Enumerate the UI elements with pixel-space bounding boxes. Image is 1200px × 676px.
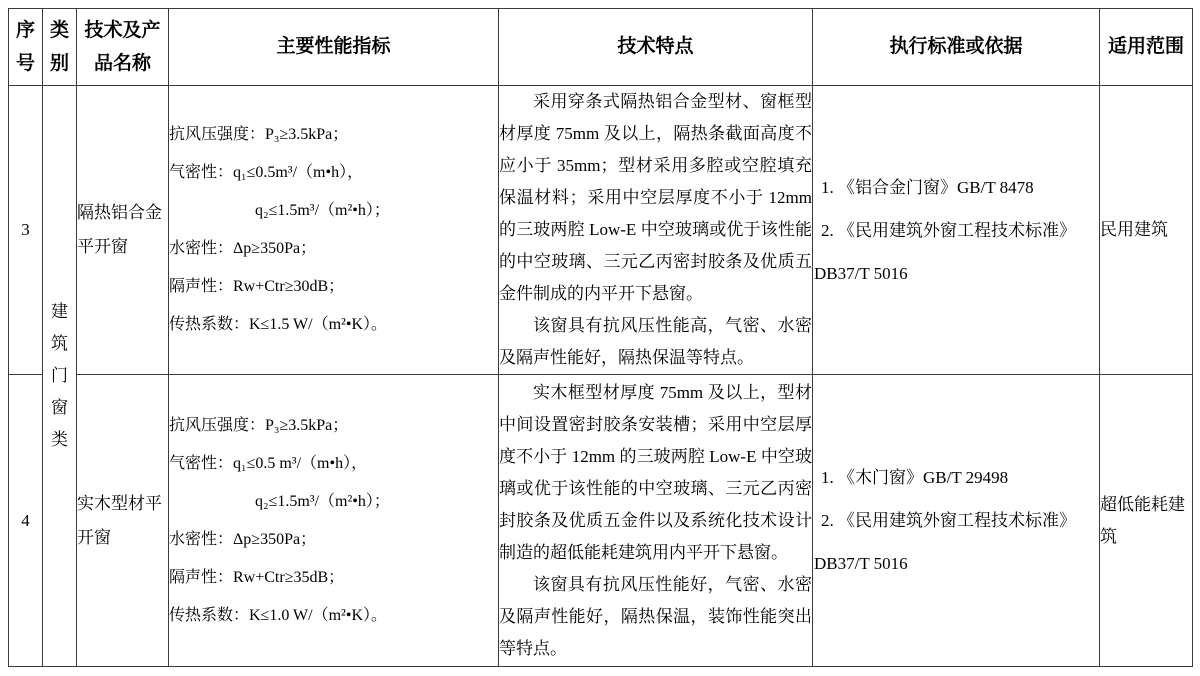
standard-line: 1. 《木门窗》GB/T 29498 xyxy=(821,468,1009,487)
indicator-line: 水密性：Δp≥350Pa； xyxy=(169,240,317,257)
indicator-line: 隔声性：Rw+Ctr≥30dB； xyxy=(169,278,345,295)
product-spec-table xyxy=(8,8,1193,667)
table-row xyxy=(9,375,1193,667)
row-no: 3 xyxy=(9,86,43,375)
scope-cell: 超低能耗建筑 xyxy=(1100,375,1193,667)
standard-line: DB37/T 5016 xyxy=(814,554,908,573)
standard-line: 2. 《民用建筑外窗工程技术标准》 xyxy=(821,220,1076,240)
product-name: 实木型材平开窗 xyxy=(77,375,169,667)
feature-paragraph: 该窗具有抗风压性能好，气密、水密及隔声性能好，隔热保温，装饰性能突出等特点。 xyxy=(499,574,812,658)
feature-paragraph: 采用穿条式隔热铝合金型材、窗框型材厚度 75mm 及以上，隔热条截面高度不应小于 35mm；型材采用多腔或空腔填充保温材料；采用中空层厚度不小于 12mm 的三玻两腔 Low-E 中空玻璃或优于该性能的中空玻璃、三元乙丙密封胶条及优质五金件制成的内平开下悬窗。 xyxy=(499,92,812,303)
indicator-line: 气密性：q₁≤0.5 m³/（m•h）， xyxy=(169,454,368,472)
standards-cell xyxy=(813,86,1100,375)
col-header-name: 技术及产品名称 xyxy=(77,9,169,86)
col-header-category: 类别 xyxy=(43,9,77,86)
table-row xyxy=(9,86,1193,375)
indicator-line: 传热系数：K≤1.0 W/（m²•K）。 xyxy=(169,606,387,624)
col-header-scope: 适用范围 xyxy=(1100,9,1193,86)
col-header-seq: 序号 xyxy=(9,9,43,86)
category-vertical-text: 建筑门窗类 xyxy=(51,302,68,449)
indicator-line: 传热系数：K≤1.5 W/（m²•K）。 xyxy=(169,316,387,333)
standard-line: DB37/T 5016 xyxy=(814,263,908,283)
features-cell xyxy=(499,375,813,667)
scope-cell: 民用建筑 xyxy=(1100,86,1193,375)
indicator-line: q₂≤1.5m³/（m²•h）； xyxy=(255,492,390,510)
col-header-standards: 执行标准或依据 xyxy=(813,9,1100,86)
col-header-features: 技术特点 xyxy=(499,9,813,86)
indicator-line: 气密性：q₁≤0.5m³/（m•h）， xyxy=(169,164,364,181)
indicator-line: 水密性：Δp≥350Pa； xyxy=(169,530,317,548)
features-cell xyxy=(499,86,813,375)
feature-paragraph: 实木框型材厚度 75mm 及以上，型材中间设置密封胶条安装槽；采用中空层厚度不小于 12mm 的三玻两腔 Low-E 中空玻璃或优于该性能的中空玻璃、三元乙丙密封胶条及优质五金件以及系统化技术设计制造的超低能耗建筑用内平开下悬窗。 xyxy=(499,382,812,562)
row-no: 4 xyxy=(9,375,43,667)
header-row xyxy=(9,9,1193,86)
standards-cell xyxy=(813,375,1100,667)
category-cell xyxy=(43,86,77,667)
product-name: 隔热铝合金平开窗 xyxy=(77,86,169,375)
col-header-indicators: 主要性能指标 xyxy=(169,9,499,86)
standard-line: 1. 《铝合金门窗》GB/T 8478 xyxy=(821,177,1034,197)
indicator-line: 抗风压强度：P₃≥3.5kPa； xyxy=(169,126,349,143)
standard-line: 2. 《民用建筑外窗工程技术标准》 xyxy=(821,511,1076,530)
feature-paragraph: 该窗具有抗风压性能高，气密、水密及隔声性能好，隔热保温等特点。 xyxy=(499,316,812,367)
indicators-cell xyxy=(169,375,499,667)
indicator-line: q₂≤1.5m³/（m²•h）； xyxy=(255,202,390,219)
indicators-cell xyxy=(169,86,499,375)
indicator-line: 抗风压强度：P₃≥3.5kPa； xyxy=(169,416,349,434)
indicator-line: 隔声性：Rw+Ctr≥35dB； xyxy=(169,568,345,586)
